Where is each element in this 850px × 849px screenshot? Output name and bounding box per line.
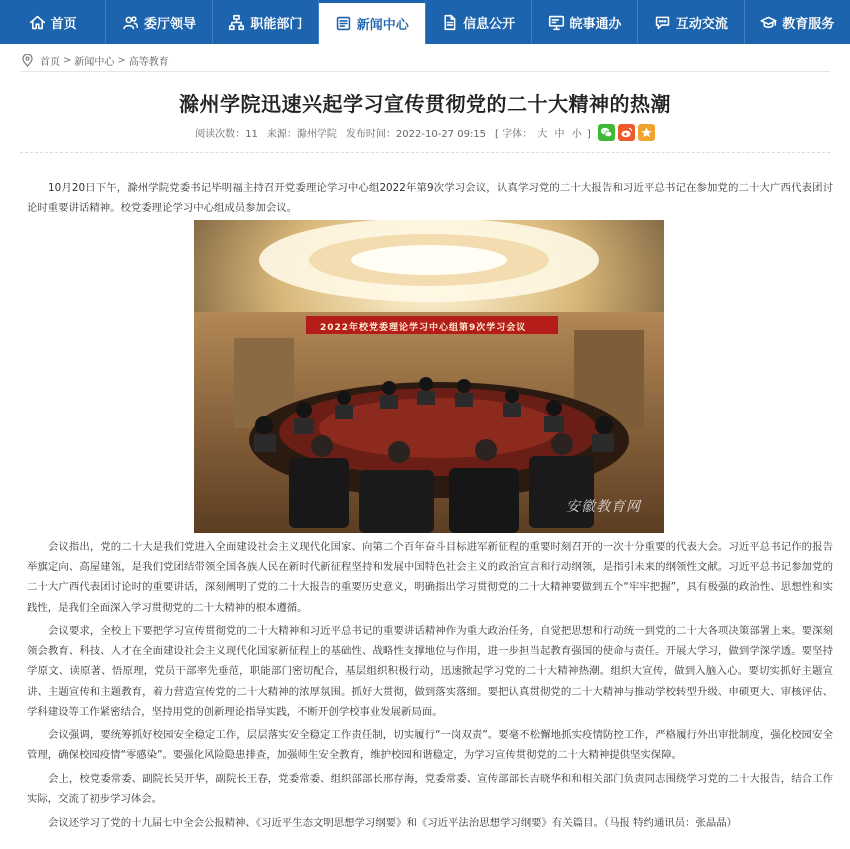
- font-size-medium[interactable]: 中: [554, 129, 565, 140]
- date-value: 2022-10-27 09:15: [395, 129, 487, 140]
- nav-item-label: 信息公开: [463, 16, 516, 32]
- users-icon: [122, 14, 139, 31]
- font-size-bracket: ]: [586, 129, 591, 140]
- article-paragraph: 会议还学习了党的十九届七中全会公报精神、《习近平生态文明思想学习纲要》和《习近平法治思想学习纲要》有关篇目。（马报 特约通讯员：张晶晶）: [48, 817, 738, 829]
- nav-item-departments[interactable]: [213, 0, 319, 44]
- nav-item-label: 教育服务: [782, 16, 835, 32]
- date-label: 发布时间：: [345, 129, 396, 140]
- views-count: [195, 125, 258, 140]
- nav-item-education-services[interactable]: [745, 0, 850, 44]
- article-source: [267, 125, 337, 140]
- monitor-icon: [548, 14, 565, 31]
- views-value: 11: [245, 129, 258, 140]
- home-icon: [29, 14, 46, 31]
- news-icon: [335, 15, 352, 32]
- location-pin-icon: [22, 54, 33, 67]
- breadcrumb-divider: [20, 71, 830, 72]
- document-icon: [441, 14, 458, 31]
- favorite-share-icon[interactable]: [638, 124, 655, 141]
- font-size-label: [ 字体：: [495, 129, 533, 140]
- nav-item-home[interactable]: [0, 0, 106, 44]
- breadcrumb-higher-education[interactable]: 高等教育: [128, 56, 169, 68]
- main-nav: [0, 0, 850, 44]
- photo-watermark: 安徽教育网: [566, 499, 641, 515]
- breadcrumb-separator: >: [117, 54, 126, 66]
- meta-divider: [20, 152, 830, 153]
- nav-item-label: 皖事通办: [569, 16, 622, 32]
- nav-item-label: 职能部门: [250, 16, 303, 32]
- nav-item-interaction[interactable]: [638, 0, 744, 44]
- nav-item-label: 委厅领导: [144, 16, 197, 32]
- nav-item-news-center[interactable]: [319, 0, 425, 44]
- nav-item-online-services[interactable]: [532, 0, 638, 44]
- weibo-share-icon[interactable]: [618, 124, 635, 141]
- breadcrumb-separator: >: [63, 54, 72, 66]
- breadcrumb-news-center[interactable]: 新闻中心: [74, 56, 115, 68]
- breadcrumb-home[interactable]: 首页: [40, 56, 60, 68]
- views-label: 阅读次数：: [195, 129, 246, 140]
- publish-date: [346, 125, 486, 140]
- font-size-switcher: [495, 125, 591, 140]
- breadcrumb: [22, 50, 169, 70]
- source-label: 来源：: [266, 129, 297, 140]
- article-paragraph: 10月20日下午，滁州学院党委书记毕明福主持召开党委理论学习中心组2022年第9次学习会议，认真学习党的二十大报告和习近平总书记在参加党的二十大广西代表团讨论时重要讲话精神。校党委理论学习中心组成员参加会议。: [27, 182, 833, 215]
- graduation-cap-icon: [760, 14, 777, 31]
- article-paragraph: 会议要求，全校上下要把学习宣传贯彻党的二十大精神和习近平总书记的重要讲话精神作为重大政治任务，自觉把思想和行动统一到党的二十大各项决策部署上来。要深刻领会教育、科技、人才在全面建设社会主义现代化国家新征程上的基础性、战略性支撑地位与作用，进一步担当起教育强国的使命与责任。开展大学习，做到学深学透。要坚持学原文、读原著、悟原理，党员干部率先垂范，职能部门密切配合，基层组织积极行动，迅速掀起学习党的二十大精神热潮。组织大宣传，做到入脑入心。要切实抓好主题宣讲、主题宣传和主题教育，着力营造宣传党的二十大精神的浓厚氛围。抓好大贯彻，做到落实落细。要把认真贯彻党的二十大精神与推动学校转型升级、申硕更大、审核评估、学科建设等工作紧密结合，坚持用党的创新理论指导实践，不断开创学校事业发展新局面。: [27, 625, 833, 718]
- font-size-large[interactable]: 大: [537, 129, 548, 140]
- nav-item-leaders[interactable]: [106, 0, 212, 44]
- photo-banner-text: 2022年校党委理论学习中心组第9次学习会议: [320, 323, 527, 333]
- sitemap-icon: [228, 14, 245, 31]
- nav-item-label: 新闻中心: [356, 18, 409, 33]
- article-paragraph: 会上，校党委常委、副院长吴开华，副院长王春，党委常委、组织部部长邢存海，党委常委、宣传部部长吉晓华和和相关部门负责同志围绕学习党的二十大报告，结合工作实际，交流了初步学习体会。: [27, 773, 833, 806]
- source-value: 滁州学院: [296, 129, 337, 140]
- nav-item-label: 互动交流: [675, 16, 728, 32]
- article-meta: [0, 124, 850, 141]
- nav-item-info-disclosure[interactable]: [426, 0, 532, 44]
- article-paragraph: 会议指出，党的二十大是我们党进入全面建设社会主义现代化国家、向第二个百年奋斗目标进军新征程的重要时刻召开的一次十分重要的代表大会。习近平总书记作的报告举旗定向、高屋建瓴，是我们党团结带领全国各族人民在新时代新征程坚持和发展中国特色社会主义的政治宣言和行动纲领，是指引未来的纲领性文献。习近平总书记参加党的二十大广西代表团讨论时的重要讲话，深刻阐明了党的二十大报告的重要历史意义，明确指出学习贯彻党的二十大精神要做到五个“牢牢把握”，具有极强的政治性、思想性和实践性，是我们全面深入学习贯彻党的二十大精神的根本遵循。: [27, 541, 833, 614]
- nav-item-label: 首页: [50, 16, 77, 32]
- meeting-photo: [194, 220, 664, 533]
- font-size-small[interactable]: 小: [571, 129, 582, 140]
- article-title: 滁州学院迅速兴起学习宣传贯彻党的二十大精神的热潮: [179, 92, 671, 116]
- wechat-share-icon[interactable]: [598, 124, 615, 141]
- chat-icon: [654, 14, 671, 31]
- article-paragraph: 会议强调，要统筹抓好校园安全稳定工作，层层落实安全稳定工作责任制，切实履行“一岗双责”。要毫不松懈地抓实疫情防控工作，严格履行外出审批制度，强化校园安全管理，确保校园疫情“零感染”。要强化风险隐患排查，加强师生安全教育，维护校园和谐稳定，为学习宣传贯彻党的二十大精神提供坚实保障。: [27, 729, 833, 762]
- meeting-photo-illustration: [194, 220, 664, 533]
